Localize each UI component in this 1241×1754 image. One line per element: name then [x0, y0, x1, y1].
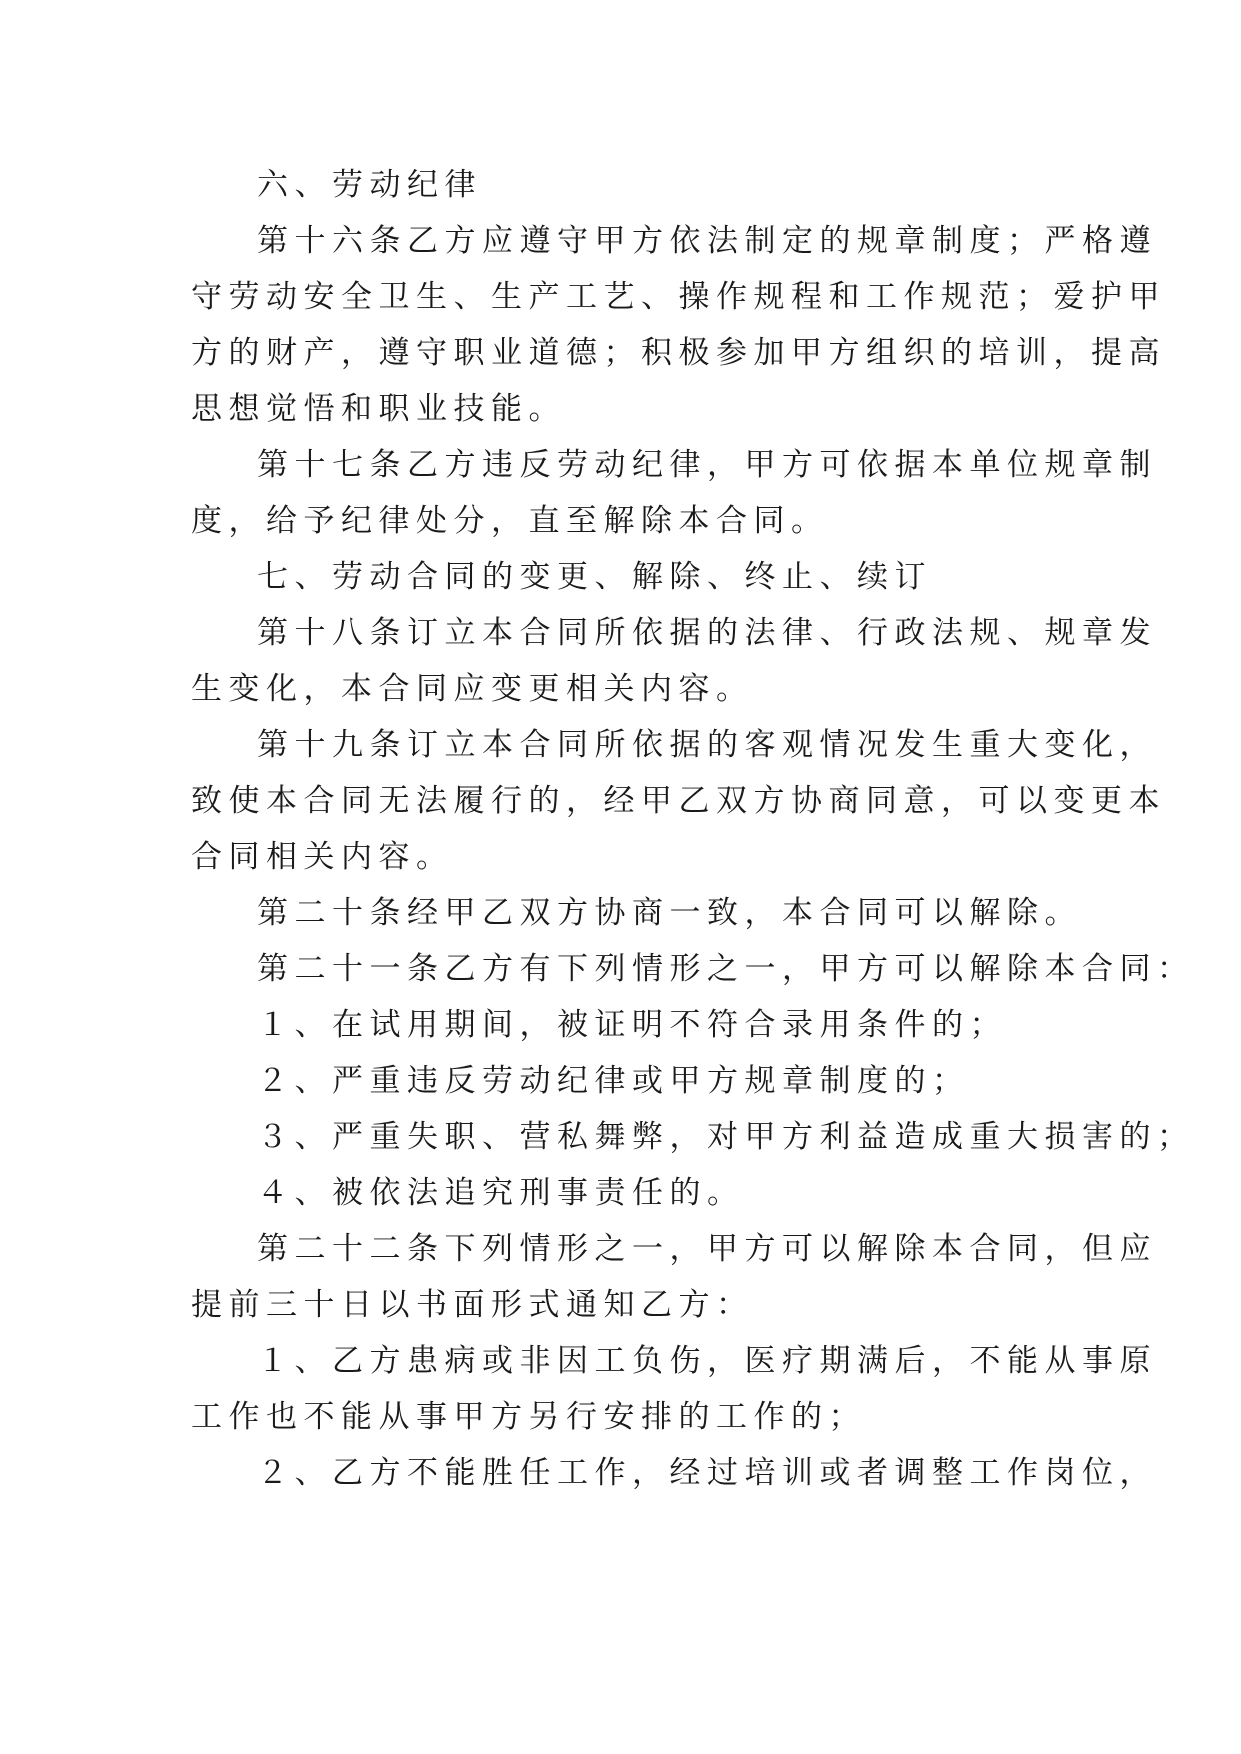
article-19-line-1: 第十九条订立本合同所依据的客观情况发生重大变化，	[257, 727, 1157, 763]
article-21-item-3: ３、严重失职、营私舞弊，对甲方利益造成重大损害的；	[257, 1119, 1195, 1155]
article-22-item-1-line-1: １、乙方患病或非因工负伤，医疗期满后，不能从事原	[257, 1343, 1157, 1379]
article-17-line-1: 第十七条乙方违反劳动纪律，甲方可依据本单位规章制	[257, 447, 1157, 483]
article-22-item-1-line-2: 工作也不能从事甲方另行安排的工作的；	[191, 1399, 866, 1435]
article-16-line-3: 方的财产，遵守职业道德；积极参加甲方组织的培训，提高	[191, 335, 1166, 371]
section-heading-contract-changes: 七、劳动合同的变更、解除、终止、续订	[257, 559, 932, 595]
article-19-line-3: 合同相关内容。	[191, 839, 454, 875]
article-21-item-2: ２、严重违反劳动纪律或甲方规章制度的；	[257, 1063, 970, 1099]
article-20: 第二十条经甲乙双方协商一致，本合同可以解除。	[257, 895, 1082, 931]
article-16-line-1: 第十六条乙方应遵守甲方依法制定的规章制度；严格遵	[257, 223, 1157, 259]
article-22-line-2: 提前三十日以书面形式通知乙方：	[191, 1287, 754, 1323]
article-22-line-1: 第二十二条下列情形之一，甲方可以解除本合同，但应	[257, 1231, 1157, 1267]
article-18-line-1: 第十八条订立本合同所依据的法律、行政法规、规章发	[257, 615, 1157, 651]
article-17-line-2: 度，给予纪律处分，直至解除本合同。	[191, 503, 829, 539]
article-16-line-4: 思想觉悟和职业技能。	[191, 391, 566, 427]
article-19-line-2: 致使本合同无法履行的，经甲乙双方协商同意，可以变更本	[191, 783, 1166, 819]
article-22-item-2-line-1: ２、乙方不能胜任工作，经过培训或者调整工作岗位，	[257, 1455, 1157, 1491]
article-21-item-4: ４、被依法追究刑事责任的。	[257, 1175, 745, 1211]
article-21: 第二十一条乙方有下列情形之一，甲方可以解除本合同：	[257, 951, 1195, 987]
article-21-item-1: １、在试用期间，被证明不符合录用条件的；	[257, 1007, 1007, 1043]
article-16-line-2: 守劳动安全卫生、生产工艺、操作规程和工作规范；爱护甲	[191, 279, 1166, 315]
article-18-line-2: 生变化，本合同应变更相关内容。	[191, 671, 754, 707]
section-heading-labor-discipline: 六、劳动纪律	[257, 167, 482, 203]
